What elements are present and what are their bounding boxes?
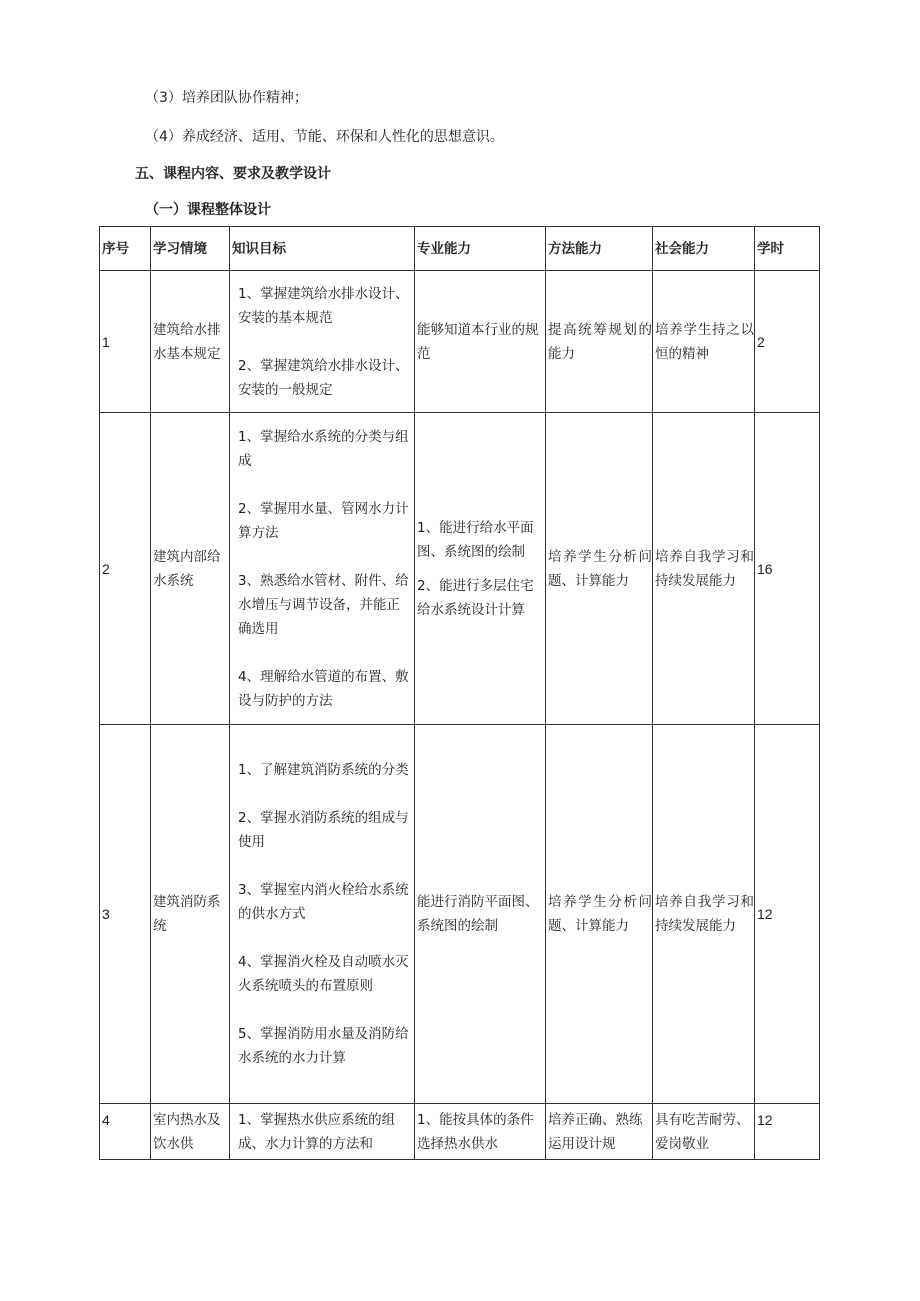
objective-item: 1、掌握建筑给水排水设计、安装的基本规范 [238, 285, 409, 326]
objective-item: 3、熟悉给水管材、附件、给水增压与调节设备，并能正确选用 [238, 572, 409, 637]
header-objectives: 知识目标 [230, 227, 415, 271]
row-objectives [230, 1104, 415, 1160]
professional-item: 1、能进行给水平面图、系统图的绘制 [417, 519, 534, 560]
row-social: 培养自我学习和持续发展能力 [653, 413, 755, 725]
row-method: 培养学生分析问题、计算能力 [546, 725, 653, 1104]
table-row [100, 271, 820, 413]
table-row [100, 413, 820, 725]
row-social: 具有吃苦耐劳、爱岗敬业 [653, 1104, 755, 1160]
professional-item: 能进行消防平面图、系统图的绘制 [417, 894, 539, 934]
row-professional [415, 413, 546, 725]
row-no: 4 [100, 1104, 151, 1160]
row-hours: 12 [755, 725, 820, 1104]
objective-item: 4、理解给水管道的布置、敷设与防护的方法 [238, 668, 409, 709]
row-professional [415, 271, 546, 413]
row-no: 3 [100, 725, 151, 1104]
header-social: 社会能力 [653, 227, 755, 271]
row-method: 提高统筹规划的能力 [546, 271, 653, 413]
table-row [100, 1104, 820, 1160]
header-no: 序号 [100, 227, 151, 271]
row-hours: 16 [755, 413, 820, 725]
row-method: 培养学生分析问题、计算能力 [546, 413, 653, 725]
header-professional: 专业能力 [415, 227, 546, 271]
row-situation: 室内热水及饮水供 [151, 1104, 230, 1160]
row-hours: 2 [755, 271, 820, 413]
paragraph-item-3: （3）培养团队协作精神； [145, 90, 308, 106]
row-social: 培养学生持之以恒的精神 [653, 271, 755, 413]
objective-item: 4、掌握消火栓及自动喷水灭火系统喷头的布置原则 [238, 954, 409, 994]
objective-item: 2、掌握水消防系统的组成与使用 [238, 810, 409, 850]
table-header-row [100, 227, 820, 271]
objective-item: 1、掌握给水系统的分类与组成 [238, 428, 409, 469]
professional-item: 能够知道本行业的规范 [417, 321, 539, 362]
course-design-table [99, 226, 820, 1160]
row-situation: 建筑给水排水基本规定 [151, 271, 230, 413]
row-professional [415, 1104, 546, 1160]
table-row [100, 725, 820, 1104]
objective-item: 2、掌握建筑给水排水设计、安装的一般规定 [238, 357, 409, 398]
row-situation: 建筑内部给水系统 [151, 413, 230, 725]
row-hours: 12 [755, 1104, 820, 1160]
paragraph-item-4: （4）养成经济、适用、节能、环保和人性化的思想意识。 [145, 129, 504, 145]
professional-item: 2、能进行多层住宅给水系统设计计算 [417, 577, 534, 618]
row-social: 培养自我学习和持续发展能力 [653, 725, 755, 1104]
subsection-heading: （一）课程整体设计 [145, 202, 271, 218]
row-no: 2 [100, 413, 151, 725]
objective-item: 2、掌握用水量、管网水力计算方法 [238, 500, 409, 541]
section-heading: 五、课程内容、要求及教学设计 [135, 166, 331, 182]
objective-item: 5、掌握消防用水量及消防给水系统的水力计算 [238, 1026, 409, 1066]
row-no: 1 [100, 271, 151, 413]
objective-item: 3、掌握室内消火栓给水系统的供水方式 [238, 882, 409, 922]
row-objectives [230, 413, 415, 725]
row-objectives [230, 725, 415, 1104]
row-objectives [230, 271, 415, 413]
objective-item: 1、了解建筑消防系统的分类 [238, 762, 409, 778]
row-method: 培养正确、熟练运用设计规 [546, 1104, 653, 1160]
row-situation: 建筑消防系统 [151, 725, 230, 1104]
header-situation: 学习情境 [151, 227, 230, 271]
objective-item: 1、掌握热水供应系统的组成、水力计算的方法和 [238, 1112, 396, 1152]
professional-item: 1、能按具体的条件选择热水供水 [417, 1112, 534, 1152]
header-method: 方法能力 [546, 227, 653, 271]
row-professional [415, 725, 546, 1104]
header-hours: 学时 [755, 227, 820, 271]
